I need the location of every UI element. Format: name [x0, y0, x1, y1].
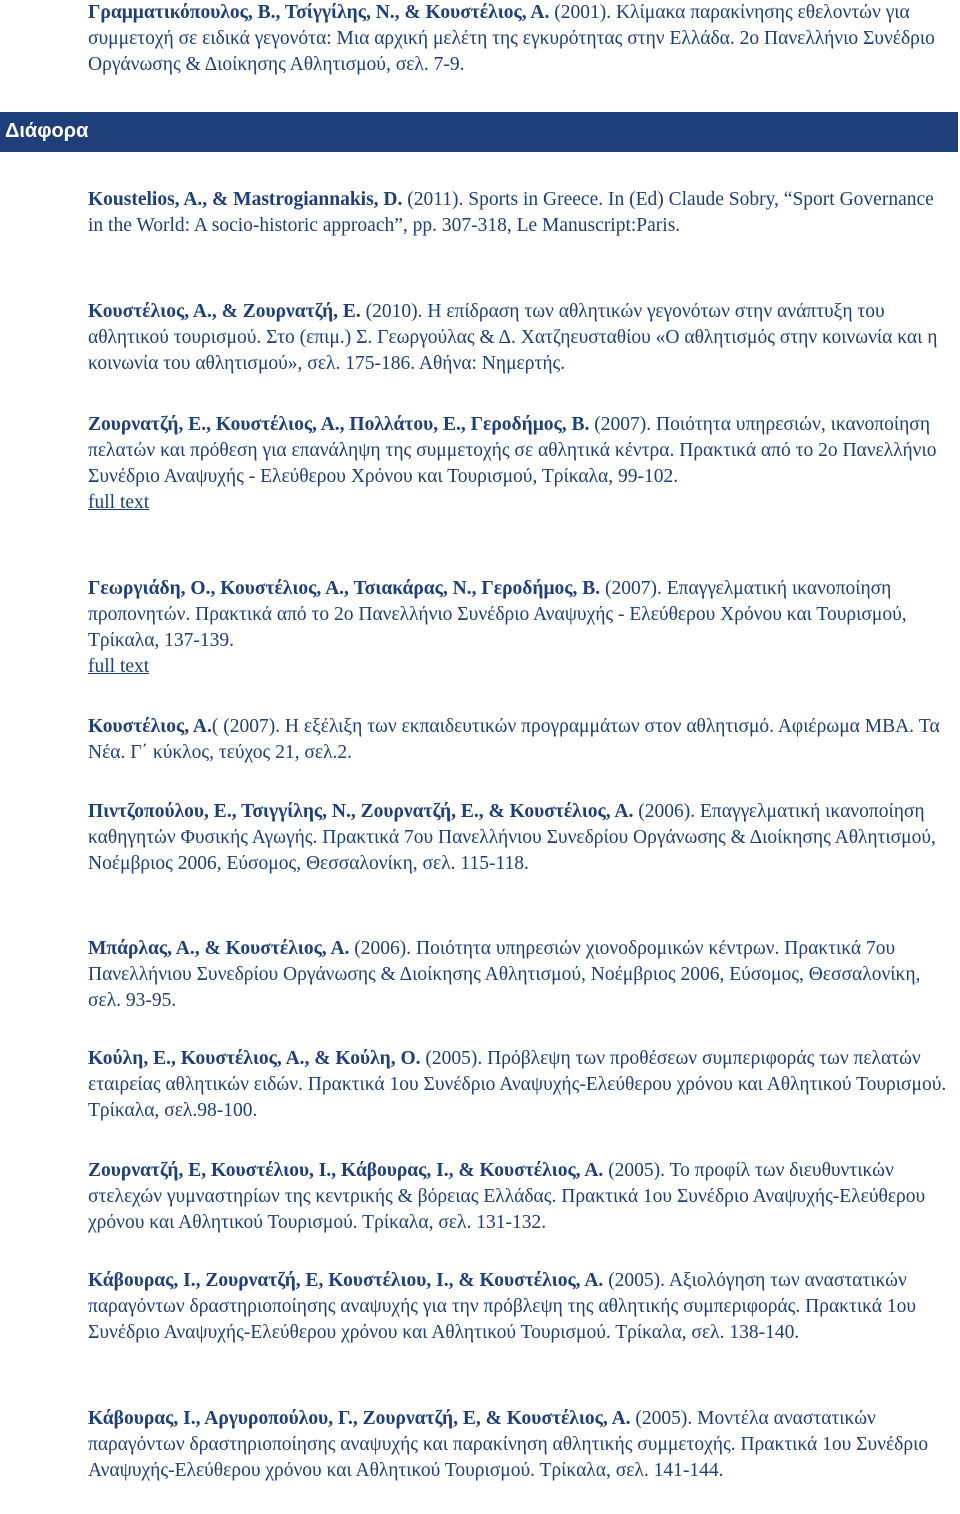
- reference-text: (2006). Επαγγελματική ικανοποίηση καθηγητών Φυσικής Αγωγής. Πρακτικά 7ου Πανελλήνιου Συνεδρίου Οργάνωσης & Διοίκησης Αθλητισμού, Νοέμβριος 2006, Εύσομος, Θεσσαλονίκη, σελ. 115-118.: [88, 801, 936, 874]
- reference-text: (2007). Επαγγελματική ικανοποίηση προπονητών. Πρακτικά από το 2ο Πανελλήνιο Συνέδριο Αναψυχής - Ελεύθερου Χρόνου και Τουρισμού, Τρίκαλα, 137-139.: [88, 578, 907, 651]
- reference-entry: [88, 0, 948, 78]
- reference-entry: [88, 299, 948, 377]
- reference-text: (2006). Ποιότητα υπηρεσιών χιονοδρομικών κέντρων. Πρακτικά 7ου Πανελλήνιου Συνεδρίου Οργάνωσης & Διοίκησης Αθλητισμού, Νοέμβριος 2006, Εύσομος, Θεσσαλονίκη, σελ. 93-95.: [88, 938, 921, 1011]
- reference-entry: [88, 1046, 948, 1124]
- reference-entry: [88, 412, 948, 516]
- reference-authors: Ζουρνατζή, Ε, Κουστέλιου, Ι., Κάβουρας, Ι., & Κουστέλιος, Α.: [88, 1160, 604, 1181]
- reference-authors: Ζουρνατζή, Ε., Κουστέλιος, Α., Πολλάτου, Ε., Γεροδήμος, Β.: [88, 414, 590, 435]
- section-title: Διάφορα: [5, 120, 89, 142]
- reference-text: ( (2007). Η εξέλιξη των εκπαιδευτικών προγραμμάτων στον αθλητισμό. Αφιέρωμα MBA. Τα Νέα. Γ΄ κύκλος, τεύχος 21, σελ.2.: [88, 716, 940, 763]
- reference-authors: Μπάρλας, Α., & Κουστέλιος, Α.: [88, 938, 350, 959]
- reference-authors: Κάβουρας, Ι., Αργυροπούλου, Γ., Ζουρνατζή, Ε, & Κουστέλιος, Α.: [88, 1408, 631, 1429]
- reference-entry: [88, 576, 948, 680]
- reference-entry: [88, 187, 948, 239]
- reference-authors: Κάβουρας, Ι., Ζουρνατζή, Ε, Κουστέλιου, Ι., & Κουστέλιος, Α.: [88, 1270, 604, 1291]
- reference-entry: [88, 799, 948, 877]
- reference-text: (2007). Ποιότητα υπηρεσιών, ικανοποίηση πελατών και πρόθεση για επανάληψη της συμμετοχής σε αθλητικά κέντρα. Πρακτικά από το 2ο Πανελλήνιο Συνέδριο Αναψυχής - Ελεύθερου Χρόνου και Τουρισμού, Τρίκαλα, 99-102.: [88, 414, 937, 487]
- full-text-link[interactable]: full text: [88, 656, 150, 677]
- reference-authors: Koustelios, A., & Mastrogiannakis, D.: [88, 189, 403, 210]
- section-header: [0, 112, 958, 152]
- reference-entry: [88, 1406, 948, 1484]
- reference-text: (2005). Μοντέλα αναστατικών παραγόντων δραστηριοποίησης αναψυχής και παρακίνηση αθλητικής συμμετοχής. Πρακτικά 1ου Συνέδριο Αναψυχής-Ελεύθερου χρόνου και Αθλητικού Τουρισμού. Τρίκαλα, σελ. 141-144.: [88, 1408, 929, 1481]
- reference-entry: [88, 1158, 948, 1236]
- reference-authors: Κούλη, Ε., Κουστέλιος, Α., & Κούλη, Ο.: [88, 1048, 421, 1069]
- reference-entry: [88, 936, 948, 1014]
- reference-text: (2001). Κλίμακα παρακίνησης εθελοντών για συμμετοχή σε ειδικά γεγονότα: Μια αρχική μελέτη της εγκυρότητας στην Ελλάδα. 2ο Πανελλήνιο Συνέδριο Οργάνωσης & Διοίκησης Αθλητισμού, σελ. 7-9.: [88, 2, 935, 75]
- reference-text: (2010). Η επίδραση των αθλητικών γεγονότων στην ανάπτυξη του αθλητικού τουρισμού. Στο (επιμ.) Σ. Γεωργούλας & Δ. Χατζηευσταθίου «Ο αθλητισμός στην κοινωνία και η κοινωνία του αθλητισμού», σελ. 175-186. Αθήνα: Νημερτής.: [88, 301, 938, 374]
- reference-entry: [88, 714, 948, 766]
- reference-entry: [88, 1268, 948, 1346]
- reference-authors: Γεωργιάδη, Ο., Κουστέλιος, Α., Τσιακάρας, Ν., Γεροδήμος, Β.: [88, 578, 601, 599]
- reference-text: (2005). Πρόβλεψη των προθέσεων συμπεριφοράς των πελατών εταιρείας αθλητικών ειδών. Πρακτικά 1ου Συνέδριο Αναψυχής-Ελεύθερου χρόνου και Αθλητικού Τουρισμού. Τρίκαλα, σελ.98-100.: [88, 1048, 947, 1121]
- reference-text: (2011). Sports in Greece. In (Ed) Claude Sobry, “Sport Governance in the World: A socio-historic approach”, pp. 307-318, Le Manuscript:Paris.: [88, 189, 934, 236]
- reference-authors: Πιντζοπούλου, Ε., Τσιγγίλης, Ν., Ζουρνατζή, Ε., & Κουστέλιος, Α.: [88, 801, 634, 822]
- reference-text: (2005). Αξιολόγηση των αναστατικών παραγόντων δραστηριοποίησης αναψυχής για την πρόβλεψη της αθλητικής συμπεριφοράς. Πρακτικά 1ου Συνέδριο Αναψυχής-Ελεύθερου χρόνου και Αθλητικού Τουρισμού. Τρίκαλα, σελ. 138-140.: [88, 1270, 916, 1343]
- reference-authors: Κουστέλιος, Α., & Ζουρνατζή, Ε.: [88, 301, 361, 322]
- reference-authors: Κουστέλιος, Α.: [88, 716, 212, 737]
- reference-authors: Γραμματικόπουλος, Β., Τσίγγίλης, Ν., & Κουστέλιος, Α.: [88, 2, 550, 23]
- reference-text: (2005). Το προφίλ των διευθυντικών στελεχών γυμναστηρίων της κεντρικής & βόρειας Ελλάδας. Πρακτικά 1ου Συνέδριο Αναψυχής-Ελεύθερου χρόνου και Αθλητικού Τουρισμού. Τρίκαλα, σελ. 131-132.: [88, 1160, 926, 1233]
- full-text-link[interactable]: full text: [88, 492, 150, 513]
